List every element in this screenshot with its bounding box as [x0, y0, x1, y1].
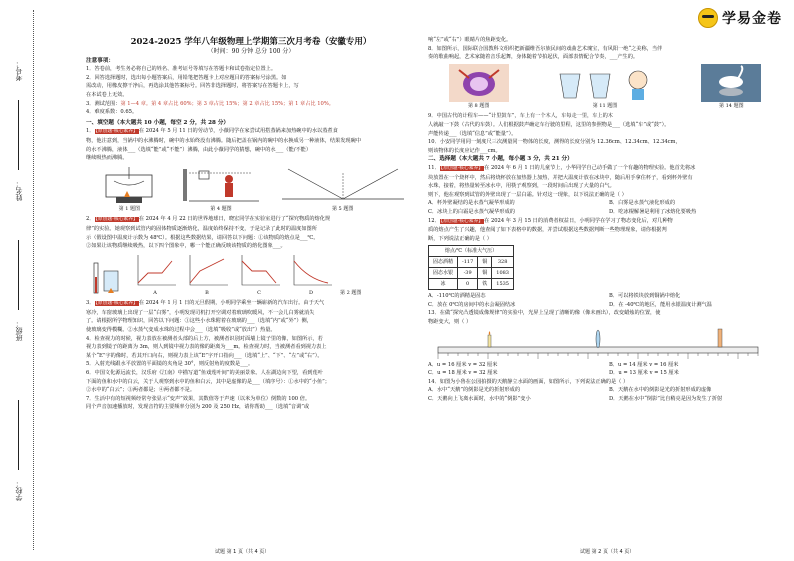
- graph-curve: [138, 261, 172, 283]
- left-column: [86, 36, 416, 412]
- choice-d[interactable]: D．天鹅在水中“倒影”比自稍亮是因为发生了折射: [609, 396, 723, 403]
- question-1-line-d: 继续吸热而沸腾。: [86, 155, 128, 162]
- page-title: 2024-2025 学年八年级物理上学期第三次月考卷（安徽专用）: [130, 37, 372, 47]
- question-7-line-b: 同个声音加速播放时，发现音符的主要频率分别为 200 及 250 Hz，请你帮助___（选填“音调”或: [86, 404, 310, 411]
- question-9: 9．中国古代的计程车——“计里鼓车”，车上有一个木人，车每走一里，车上的木: [428, 113, 613, 120]
- footer-right: 试题 第 2 页（共 4 页）: [580, 549, 635, 555]
- question-11-line-d: 则下，他在观察到试管的外壁出现了一层白霜。针对这一现象，以下说法正确的是（ ）: [428, 191, 627, 198]
- section-1-title: 一、填空题（本大题共 10 小题，每空 2 分，共 28 分）: [86, 119, 230, 126]
- question-8: 8．如图所示，国际联合国教科文组织把新疆维吾尔族民间的戏曲艺术瑰宝，有风阳一绝“之美称，当伴: [428, 45, 663, 52]
- question-12: 12．【原创题·核心素养】在 2024 年 3 月 15 日的消费者权益日，小明同学在学习了物态变化后，对几种物: [428, 217, 673, 224]
- figure-5-caption: 第 5 题图: [331, 205, 354, 212]
- ice-experiment-figure: [550, 64, 660, 102]
- question-13: 13．在做“探究凸透镜成像规律”的实验中，光屏上呈现了清晰的像（像未画出），改变蜡烛的位置，使: [428, 310, 661, 317]
- footer-left: 试题 第 1 页（共 4 页）: [215, 549, 270, 555]
- question-6-line-c: ②水中的“白云”；③两者都是；④两者都不是。: [86, 387, 196, 394]
- graph-a: [132, 253, 178, 298]
- graph-axes: [138, 255, 176, 285]
- question-4-line-c: 某个“E”字的像时，若其开口向右，则视力表上该“E”字开口指向___（选填“上”、“下”、“左”或“右”）。: [86, 352, 323, 359]
- figure-1-caption: 第 1 题图: [118, 205, 141, 212]
- table-row: 冰 0 铁 1535: [429, 279, 514, 290]
- choice-c[interactable]: C．u = 18 厘米 v = 32 厘米: [428, 370, 498, 377]
- graph-b: [184, 253, 230, 298]
- question-9-line-c: 声能传递___（选填“信息”或“能量”）。: [428, 130, 517, 137]
- binding-margin: [0, 0, 46, 561]
- notes-heading: 注意事项：: [86, 57, 114, 64]
- brand-logo: [698, 6, 782, 30]
- graph-plot: [132, 253, 178, 289]
- figure-5: [278, 165, 408, 214]
- figure-14-caption: 第 14 题图: [719, 102, 744, 109]
- note-3: 3．测试范围：第 1—4 章。第 4 章占比 60%；第 3 章占比 15%；第 2 章占比 15%；第 1 章占比 10%。: [86, 100, 334, 107]
- question-7: 7．生活中有的短视频经常夸张显示“变声”效果，其数值等于声速（以米为单位）倒数的 100 倍。: [86, 395, 311, 402]
- question-4-line-b: 视力表到镜子的距离为 3m，则人到镜中视力表的像的距离为___m。检查视力时，当被测者看到视力表上: [86, 344, 327, 351]
- thermometer-apparatus: [86, 257, 126, 297]
- choice-d[interactable]: D．吃冰棍解暑是利用了冰熔化要吸热: [609, 208, 697, 215]
- question-1: 1．【原创题·核心素养】在 2024 年 5 月 11 日的劳动节，小薇同学在家尝试用搭蒸锅来加热碗中的水以蒸煮食: [86, 128, 338, 135]
- graph-curve: [294, 261, 328, 283]
- graph-axes: [294, 255, 332, 285]
- logo-face-icon: [698, 8, 718, 28]
- question-13-line-b: 物距变大，则（ ）: [428, 319, 472, 326]
- graph-label: C: [257, 289, 261, 296]
- figure-4: [181, 165, 261, 214]
- figure-row-1: [86, 165, 416, 214]
- question-11-choices: [428, 199, 782, 216]
- choice-a[interactable]: A．-110℃的酒精是固态: [428, 293, 486, 300]
- exam-meta: （时间：90 分钟 总分 100 分）: [207, 48, 295, 55]
- question-10: 10．小安同学用同一刻度尺三次测量同一物体的长度，测得的长度分别为 12.36cm、12.34cm、12.34cm，: [428, 139, 681, 146]
- choice-a[interactable]: A．水中“天鹅”的倒影是光的折射形成的: [428, 387, 521, 394]
- choice-b[interactable]: B．u = 14 厘米 v = 16 厘米: [609, 361, 679, 368]
- question-3: 3．【原创题·核心素养】在 2024 年 1 月 1 日的元旦假期，小明同学乘坐一辆崭新的汽车出行。由于天气: [86, 300, 325, 307]
- question-5: 5．入射光线跟水平放置的平面镜的夹角是 30°，则反射角的度数是___。: [86, 361, 254, 368]
- choice-c[interactable]: C．放在 0℃的房间中的水会凝固结冰: [428, 301, 516, 308]
- note-2c: 在本试卷上无效。: [86, 91, 128, 98]
- question-9-line-b: 人就敲一下鼓（古代的车鼓）。人们根据鼓声确定车行驶的里程，这里的参照物是___（选填“车”或“鼓”）。: [428, 121, 670, 128]
- choice-b[interactable]: B．白雾是水蒸气液化形成的: [609, 200, 676, 207]
- question-2-line-d: ②如果让该物质继续吸热，以下四个图象中，哪一个能正确反映该物质的熔化图象___。: [86, 243, 286, 250]
- choice-a[interactable]: A．杯外壁凝结的是水蒸气凝华形成的: [428, 200, 515, 207]
- choice-b[interactable]: B．可以将铁块放到铜锅中熔化: [609, 293, 681, 300]
- graph-c: [236, 253, 282, 298]
- choice-c[interactable]: C．冰块上的白霜是水蒸气凝华形成的: [428, 208, 515, 215]
- graph-d: [288, 253, 334, 298]
- question-4: 4．检查视力的时候，视力表放在被测者头部的后上方，被测者识别对面墙上镜子里的像，如图所示，若: [86, 335, 323, 342]
- optical-bench-figure: [428, 327, 768, 361]
- carryover-line: 响“左”或“右”）眼睛片的焦距变化。: [428, 37, 512, 43]
- graph-curve: [190, 259, 224, 283]
- question-14: 14．如图为小鲁在公园拍摄的天鹅静立水面的画面，如图所示，下列说法正确的是（ ）: [428, 378, 629, 385]
- graph-label: D: [308, 289, 313, 296]
- dancer-photo: [449, 64, 509, 102]
- graph-curve: [242, 261, 276, 283]
- graph-plot: [236, 253, 282, 289]
- question-12-line-c: 断，下列说法正确的是（ ）: [428, 235, 492, 242]
- class-blank: [18, 240, 20, 310]
- question-1-line-b: 物，他注意到，当锅中的水沸腾时，碗中的水始终没有沸腾。随后把盖在锅内的碗中的水换成另一种液体，结果发现碗中: [86, 137, 361, 144]
- name-blank: [18, 100, 20, 170]
- figure-2-caption: 第 2 题图: [340, 289, 362, 296]
- question-6: 6．中国文化源远流长，汉乐府《江南》中描写道“鱼戏莲叶间”的美丽景象。人在湖边向下望，看到莲叶: [86, 370, 323, 377]
- name-field: 姓名：: [15, 180, 23, 201]
- choice-d[interactable]: D．在 -40℃的地区，能用水银温度计测气温: [609, 301, 712, 308]
- question-6-line-b: 下面的鱼和水中的白云，关于人观察到水中的鱼和白云，其中是虚像的是___（填序号）：①水中的“小鱼”；: [86, 378, 330, 385]
- question-10-line-b: 则该物体的长度应记作___cm。: [428, 147, 501, 154]
- question-1-line-c: 的水不沸腾，液体___（选填“能”或“不能”）沸腾，由此小薇同学的猜想，碗中的水___（能/不能）: [86, 146, 312, 153]
- melting-graphs: [132, 253, 334, 298]
- number-field: 考号：: [15, 60, 23, 81]
- table-row: 固态水银 -39 铜 1083: [429, 268, 514, 279]
- right-column: [428, 36, 782, 404]
- mirror-reflection-figure: [278, 165, 408, 205]
- question-14-choices: [428, 386, 782, 403]
- question-2-line-b: 律”的实验。她观察到试管内的固体物质逐渐熔化，温度始终保持不变，于是记录了此时的温度如图所: [86, 225, 317, 232]
- figure-11-caption: 第 11 题图: [592, 102, 618, 109]
- note-2b: 需改动，用橡皮擦干净后，再选涂其他答案标号。回答非选择题时，将答案写在答题卡上，写: [86, 83, 299, 90]
- fold-line: [33, 10, 34, 550]
- graph-label: A: [153, 289, 157, 296]
- figure-4-caption: 第 4 题图: [210, 205, 232, 212]
- table-header: 熔点/℃（标准大气压）: [429, 246, 514, 257]
- question-2-line-c: 示（假设图中温度计示数为 48℃）。根据这些数据结果，请回答以下问题：①该物质的熔点是___℃。: [86, 234, 319, 241]
- melting-point-table: [428, 245, 514, 290]
- figure-1: [94, 165, 164, 214]
- figure-11: [550, 64, 660, 111]
- question-11-line-b: 块放置在一个烧杯中，然后将烧杯放在加热器上加热，并把大温度计放在冰块中，随后用手拿住杯子，看到杯外壁有: [428, 174, 693, 181]
- figure-row-3: [428, 64, 782, 111]
- choice-c[interactable]: C．天鹅向上飞离水面时，水中的“倒影”变小: [428, 396, 531, 403]
- graph-plot: [184, 253, 230, 289]
- question-13-choices: [428, 361, 782, 378]
- question-12-choices: [428, 292, 782, 309]
- choice-d[interactable]: D．u = 13 厘米 v = 15 厘米: [609, 370, 679, 377]
- question-11-line-c: 水珠，接着，将热量转至冰水中，用筷子观察到，一段时间后出现了大量的白气。: [428, 183, 615, 190]
- eye-chart-figure: [181, 165, 261, 205]
- note-2a: 2．回答选择题时，选出每小题答案后，用铅笔把答题卡上对应题目的答案标号涂黑。如: [86, 74, 287, 81]
- figure-14: [701, 64, 761, 111]
- question-12-line-b: 质的熔点产生了兴趣，他查阅了如下表格中的数据，并尝试根据这些数据判断一些物理现象，请你根据判: [428, 227, 667, 234]
- school-field: 学校：: [15, 480, 23, 501]
- choice-b[interactable]: B．天鹅在水中的倒影是光的折射形成的虚像: [609, 387, 712, 394]
- figure-8: [449, 64, 509, 111]
- note-4: 4．难度系数：0.65。: [86, 109, 138, 116]
- section-2-title: 二、选择题（本大题共 7 小题，每小题 3 分，共 21 分）: [428, 156, 573, 163]
- question-3-line-d: 使玻璃变得模糊。②水蒸气变成水珠的过程中会___（选填“吸收”或“放出”）热量。: [86, 327, 276, 334]
- graph-label: B: [205, 289, 209, 296]
- figure-8-caption: 第 8 题图: [467, 102, 490, 109]
- swan-photo: [701, 64, 761, 102]
- class-field: 班级：: [15, 320, 23, 341]
- school-blank: [18, 400, 20, 470]
- choice-a[interactable]: A．u = 16 厘米 v = 32 厘米: [428, 361, 498, 368]
- question-8-line-b: 奏的歌曲响起，艺术家随着音乐起舞，身体随着节拍起伏，面部表情配合节奏，___产生的。: [428, 54, 639, 61]
- question-3-line-c: 了。请根据所学物理知识，回答以下问题：①这些小水珠附着在玻璃的___（选填“内”或“外”）侧，: [86, 318, 312, 325]
- note-1: 1．答卷前，考生务必将自己的姓名、准考证号等填写在答题卡和试卷指定位置上。: [86, 66, 277, 73]
- question-11: 11．【原创题·核心素养】在 2024 年 6 月 1 日的儿童节上，小华同学自己动手做了一个有趣的物理实验。他首先将冰: [428, 164, 696, 171]
- question-3-line-b: 寒冷，车窗玻璃上出现了一层“白雾”，小明发现司机打开空调对着玻璃吹暖风，不一会儿白雾就消失: [86, 309, 315, 316]
- steamer-figure: [94, 165, 164, 205]
- figure-row-2: [86, 253, 416, 298]
- graph-plot: [288, 253, 334, 289]
- logo-text: 学易金卷: [722, 11, 782, 27]
- question-2: 2．【原创题·核心素养】在 2024 年 4 月 22 日的世界地球日，晓宏同学在实验室进行了“探究物质的熔化规: [86, 216, 331, 223]
- table-row: 固态酒精 -117 铜 328: [429, 257, 514, 268]
